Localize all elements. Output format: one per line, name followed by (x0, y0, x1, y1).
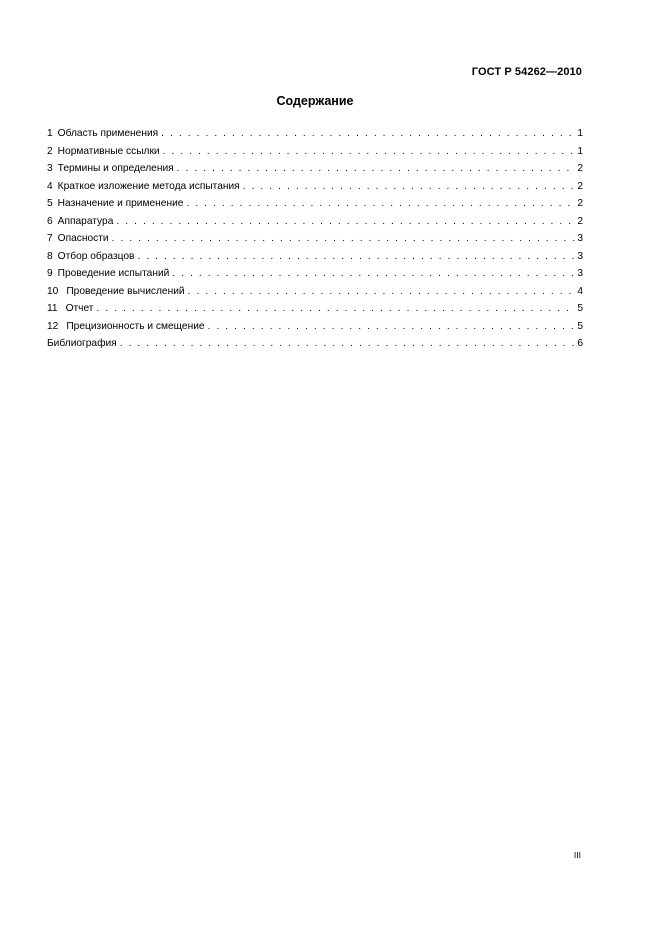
toc-item-4[interactable] (47, 178, 583, 196)
toc-item-page: 3 (577, 250, 583, 262)
toc-item-number: 5 (47, 198, 53, 209)
toc-item-number: 8 (47, 250, 53, 262)
toc-dot-leader (120, 335, 577, 353)
toc-item-number: 10 (47, 285, 59, 297)
toc-item-label: Проведение вычислений (66, 285, 185, 297)
toc-item-label: Опасности (57, 233, 109, 244)
page-number: III (573, 850, 581, 860)
toc-item-page: 5 (577, 320, 583, 332)
toc-item-9[interactable] (47, 265, 583, 283)
toc-item-number: 7 (47, 233, 53, 244)
toc-item-page: 2 (577, 215, 583, 227)
toc-item-number: 6 (47, 215, 53, 227)
toc-item-page: 2 (577, 180, 583, 192)
toc-item-8[interactable] (47, 248, 583, 266)
toc-item-page: 2 (577, 198, 583, 209)
toc-item-page: 3 (577, 268, 583, 279)
toc-item-6[interactable] (47, 213, 583, 231)
toc-dot-leader (137, 248, 576, 266)
toc-item-number: 12 (47, 320, 59, 332)
toc-item-page: 2 (577, 163, 583, 174)
toc-item-label: Термины и определения (57, 163, 174, 174)
toc-item-page: 3 (577, 233, 583, 244)
toc-item-page: 6 (577, 338, 583, 349)
toc-item-number: 11 (47, 303, 58, 314)
toc-item-bibliography[interactable] (47, 335, 583, 353)
toc-item-label: Библиография (47, 338, 117, 349)
toc-dot-leader (163, 143, 577, 161)
toc-item-label: Аппаратура (57, 215, 114, 227)
toc-item-label: Краткое изложение метода испытания (57, 180, 240, 192)
toc-item-page: 1 (577, 145, 583, 157)
toc-item-page: 5 (577, 303, 583, 314)
toc-dot-leader (177, 160, 577, 178)
toc-item-label: Отчет (65, 303, 94, 314)
toc-dot-leader (208, 318, 577, 336)
toc-item-label: Отбор образцов (57, 250, 135, 262)
toc-item-label: Нормативные ссылки (57, 145, 160, 157)
toc-item-label: Область применения (57, 128, 159, 139)
toc-item-number: 3 (47, 163, 53, 174)
document-code: ГОСТ Р 54262—2010 (471, 66, 582, 78)
toc-item-1[interactable] (47, 125, 583, 143)
toc-dot-leader (186, 195, 576, 213)
toc-item-label: Прецизионность и смещение (66, 320, 205, 332)
toc-item-7[interactable] (47, 230, 583, 248)
toc-item-3[interactable] (47, 160, 583, 178)
toc-item-12[interactable] (47, 318, 583, 336)
toc-dot-leader (188, 283, 577, 301)
toc-item-2[interactable] (47, 143, 583, 161)
toc-item-page: 1 (577, 128, 583, 139)
toc-dot-leader (116, 213, 576, 231)
toc-dot-leader (96, 300, 576, 318)
toc-item-label: Назначение и применение (57, 198, 184, 209)
toc-item-5[interactable] (47, 195, 583, 213)
table-of-contents (47, 125, 583, 353)
toc-dot-leader (161, 125, 576, 143)
toc-item-label: Проведение испытаний (57, 268, 170, 279)
toc-item-number: 9 (47, 268, 53, 279)
toc-dot-leader (243, 178, 577, 196)
toc-item-number: 2 (47, 145, 53, 157)
toc-dot-leader (172, 265, 576, 283)
toc-dot-leader (112, 230, 577, 248)
toc-item-number: 4 (47, 180, 53, 192)
toc-item-11[interactable] (47, 300, 583, 318)
toc-item-page: 4 (577, 285, 583, 297)
toc-title: Содержание (276, 94, 354, 108)
toc-item-number: 1 (47, 128, 53, 139)
toc-item-10[interactable] (47, 283, 583, 301)
